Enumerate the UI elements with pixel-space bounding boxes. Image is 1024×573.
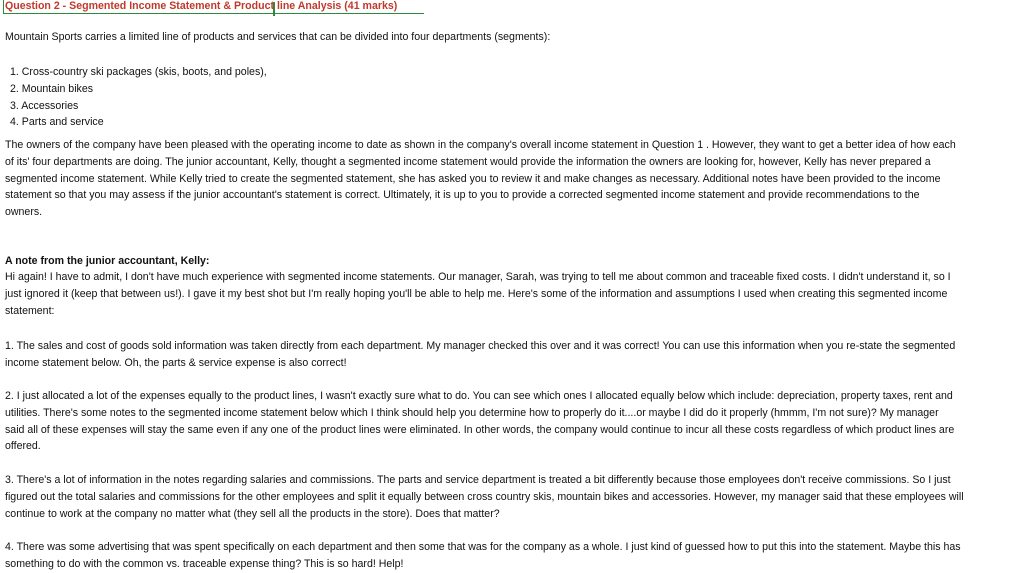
intro-text: Mountain Sports carries a limited line of products and services that can be divided into four departments (segments): [5, 31, 551, 43]
department-list [10, 64, 267, 131]
note-heading: A note from the junior accountant, Kelly: [5, 255, 210, 267]
note-point-3: 3. There's a lot of information in the notes regarding salaries and commissions. The parts and service department is treated a bit differently because those employees don't receive commissions. So I just figured out the total salaries and commissions for the other employees and split it equally between cross country skis, mountain bikes and accessories. However, my manager said that these employees will continue to work at the company no matter what (they sell all the products in the store). Does that matter? [5, 474, 964, 520]
list-item: 3. Accessories [10, 99, 79, 112]
list-item: 2. Mountain bikes [10, 82, 94, 95]
list-item: 1. Cross-country ski packages (skis, boots, and poles), [10, 66, 267, 78]
note-paragraph: Hi again! I have to admit, I don't have much experience with segmented income statements. Our manager, Sarah, was trying to tell me about common and traceable fixed costs. I didn't understand it, so I just ignored it (keep that between us!). I gave it my best shot but I'm really hoping you'll be able to help me. Here's some of the information and assumptions I used when creating this segmented income statement: [5, 271, 951, 317]
note-point-2: 2. I just allocated a lot of the expenses equally to the product lines, I wasn't exactly sure what to do. You can see which ones I allocated equally below which include: depreciation, property taxes, rent and utilities. There's some notes to the segmented income statement below which I think should help you determine how to properly do it....or maybe I did do it properly (hmmm, I'm not sure)? My manager said all of these expenses will stay the same even if any one of the product lines were eliminated. In other words, the company would continue to incur all these costs regardless of which product lines are offered. [5, 390, 955, 453]
note-point-4: 4. There was some advertising that was spent specifically on each department and then some that was for the company as a whole. I just kind of guessed how to put this into the statement. Maybe this has something to do with the common vs. traceable expense thing? This is so hard! Help! [5, 541, 961, 570]
list-item: 4. Parts and service [10, 116, 104, 129]
question-title: Question 2 - Segmented Income Statement & Product line Analysis (41 marks) [5, 0, 398, 12]
owners-paragraph: The owners of the company have been pleased with the operating income to date as shown in the company's overall income statement in Question 1 . However, they want to get a better idea of how each of its' four departments are doing. The junior accountant, Kelly, thought a segmented income statement would provide the information the owners are looking for, however, Kelly has never prepared a segmented income statement. While Kelly tried to create the segmented statement, she has asked you to review it and make changes as necessary. Additional notes have been provided to the income statement so that you may assess if the junior accountant's statement is correct. Ultimately, it is up to you to provide a corrected segmented income statement and provide recommendations to the owners. [5, 139, 956, 219]
note-point-1: 1. The sales and cost of goods sold information was taken directly from each department. My manager checked this over and it was correct! You can use this information when you re-state the segmented income statement below. Oh, the parts & service expense is also correct! [5, 340, 956, 369]
